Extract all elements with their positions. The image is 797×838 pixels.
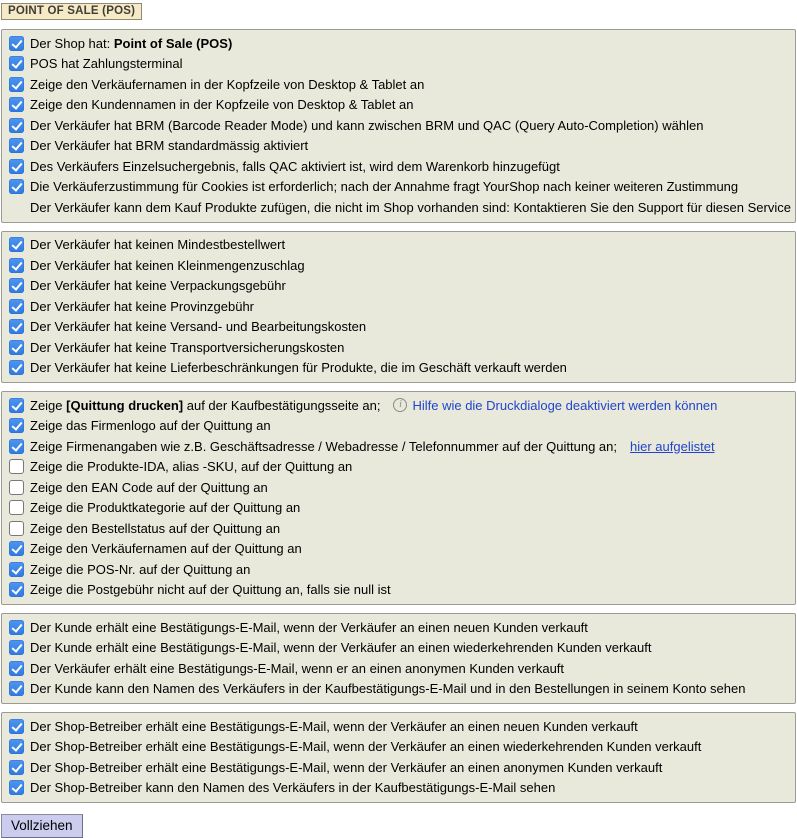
checkbox[interactable] xyxy=(9,56,24,71)
checkbox[interactable] xyxy=(9,237,24,252)
company-details-link[interactable]: hier aufgelistet xyxy=(630,438,715,454)
checkbox[interactable] xyxy=(9,500,24,515)
checkbox-row xyxy=(9,33,788,54)
checkbox-row xyxy=(9,177,788,198)
checkbox[interactable] xyxy=(9,179,24,194)
checkbox[interactable] xyxy=(9,159,24,174)
checkbox[interactable] xyxy=(9,278,24,293)
checkbox-row xyxy=(9,716,788,737)
checkbox[interactable] xyxy=(9,480,24,495)
checkbox[interactable] xyxy=(9,77,24,92)
checkbox[interactable] xyxy=(9,418,24,433)
checkbox-label: Zeige den Bestellstatus auf der Quittung an xyxy=(30,520,281,536)
checkbox[interactable] xyxy=(9,640,24,655)
checkbox-label: Zeige Firmenangaben wie z.B. Geschäftsadresse / Webadresse / Telefonnummer auf der Quittung an; xyxy=(30,438,617,454)
checkbox-row xyxy=(9,358,788,379)
checkbox-label: Der Verkäufer hat keine Provinzgebühr xyxy=(30,298,255,314)
checkbox[interactable] xyxy=(9,780,24,795)
checkbox-label: Der Kunde erhält eine Bestätigungs-E-Mail, wenn der Verkäufer an einen wiederkehrenden Kunden verkauft xyxy=(30,640,652,656)
checkbox[interactable] xyxy=(9,620,24,635)
checkbox-label: Die Verkäuferzustimmung für Cookies ist erforderlich; nach der Annahme fragt YourShop nach keiner weiteren Zustimmung xyxy=(30,179,739,195)
checkbox-label: Der Verkäufer erhält eine Bestätigungs-E-Mail, wenn er an einen anonymen Kunden verkauft xyxy=(30,660,565,676)
checkbox-label: Der Shop-Betreiber erhält eine Bestätigungs-E-Mail, wenn der Verkäufer an einen wiederkehrenden Kunden verkauft xyxy=(30,739,702,755)
checkbox-label: Zeige den Kundennamen in der Kopfzeile von Desktop & Tablet an xyxy=(30,97,414,113)
checkbox[interactable] xyxy=(9,760,24,775)
checkbox-row xyxy=(9,757,788,778)
page-title: POINT OF SALE (POS) xyxy=(1,3,142,20)
checkbox-label: Der Kunde kann den Namen des Verkäufers in der Kaufbestätigungs-E-Mail und in den Bestellungen in seinem Konto sehen xyxy=(30,681,746,697)
checkbox-row xyxy=(9,95,788,116)
checkbox-label: Der Verkäufer hat keinen Kleinmengenzuschlag xyxy=(30,257,305,273)
checkbox[interactable] xyxy=(9,562,24,577)
checkbox-row xyxy=(9,395,788,416)
checkbox[interactable] xyxy=(9,97,24,112)
checkbox[interactable] xyxy=(9,459,24,474)
note-row xyxy=(9,197,791,218)
checkbox-label: Der Verkäufer hat keine Transportversicherungskosten xyxy=(30,339,345,355)
checkbox-row xyxy=(9,778,788,799)
submit-button[interactable]: Vollziehen xyxy=(1,814,83,838)
section-shopkeeper-emails xyxy=(1,712,796,803)
checkbox-label: Der Verkäufer hat keine Verpackungsgebühr xyxy=(30,278,286,294)
checkbox-label: Der Verkäufer hat BRM (Barcode Reader Mode) und kann zwischen BRM und QAC (Query Auto-Completion) wählen xyxy=(30,117,704,133)
checkbox-label: Der Verkäufer hat keinen Mindestbestellwert xyxy=(30,237,286,253)
section-receipt xyxy=(1,391,796,605)
note-label: Der Verkäufer kann dem Kauf Produkte zufügen, die nicht im Shop vorhanden sind: Kontaktieren Sie den Support für diesen Service xyxy=(30,199,791,215)
checkbox[interactable] xyxy=(9,541,24,556)
checkbox-row xyxy=(9,559,788,580)
checkbox-row xyxy=(9,638,788,659)
checkbox[interactable] xyxy=(9,398,24,413)
checkbox-label: Zeige die Postgebühr nicht auf der Quittung an, falls sie null ist xyxy=(30,582,391,598)
checkbox[interactable] xyxy=(9,360,24,375)
checkbox[interactable] xyxy=(9,138,24,153)
checkbox-row xyxy=(9,255,788,276)
checkbox-label: Der Kunde erhält eine Bestätigungs-E-Mail, wenn der Verkäufer an einen neuen Kunden verkauft xyxy=(30,619,588,635)
checkbox-label: Zeige die Produktkategorie auf der Quittung an xyxy=(30,500,301,516)
checkbox[interactable] xyxy=(9,258,24,273)
checkbox[interactable] xyxy=(9,582,24,597)
checkbox-row xyxy=(9,317,788,338)
checkbox-row xyxy=(9,580,788,601)
checkbox-row xyxy=(9,679,788,700)
checkbox[interactable] xyxy=(9,319,24,334)
checkbox-row xyxy=(9,498,788,519)
checkbox[interactable] xyxy=(9,739,24,754)
checkbox[interactable] xyxy=(9,521,24,536)
print-dialog-help-link[interactable]: Hilfe wie die Druckdialoge deaktiviert werden können xyxy=(412,397,718,413)
checkbox-row xyxy=(9,518,788,539)
checkbox-row xyxy=(9,416,788,437)
checkbox-label: Zeige die POS-Nr. auf der Quittung an xyxy=(30,561,251,577)
checkbox-row xyxy=(9,156,788,177)
checkbox-label: Der Verkäufer hat keine Lieferbeschränkungen für Produkte, die im Geschäft verkauft werden xyxy=(30,360,567,376)
checkbox-row xyxy=(9,337,788,358)
section-pos-general xyxy=(1,29,796,223)
checkbox-row xyxy=(9,658,788,679)
section-fees xyxy=(1,231,796,384)
checkbox-label: Zeige den Verkäufernamen auf der Quittung an xyxy=(30,541,302,557)
checkbox-label: Zeige den Verkäufernamen in der Kopfzeile von Desktop & Tablet an xyxy=(30,76,425,92)
checkbox-row xyxy=(9,539,788,560)
checkbox[interactable] xyxy=(9,439,24,454)
checkbox-row xyxy=(9,115,788,136)
checkbox[interactable] xyxy=(9,681,24,696)
checkbox-label: Der Shop-Betreiber erhält eine Bestätigungs-E-Mail, wenn der Verkäufer an einen anonymen Kunden verkauft xyxy=(30,759,663,775)
checkbox-row xyxy=(9,737,788,758)
checkbox[interactable] xyxy=(9,36,24,51)
section-customer-emails xyxy=(1,613,796,704)
checkbox-label: Der Verkäufer hat keine Versand- und Bearbeitungskosten xyxy=(30,319,367,335)
checkbox-row xyxy=(9,276,788,297)
checkbox-label: POS hat Zahlungsterminal xyxy=(30,56,183,72)
checkbox-row xyxy=(9,477,788,498)
checkbox[interactable] xyxy=(9,340,24,355)
checkbox-row xyxy=(9,436,788,457)
checkbox[interactable] xyxy=(9,118,24,133)
checkbox-spacer xyxy=(9,200,24,215)
checkbox[interactable] xyxy=(9,299,24,314)
checkbox-row xyxy=(9,617,788,638)
checkbox-row xyxy=(9,54,788,75)
checkbox-row xyxy=(9,74,788,95)
checkbox-label: Der Verkäufer hat BRM standardmässig aktiviert xyxy=(30,138,309,154)
info-icon: i xyxy=(393,398,407,412)
checkbox-label: Der Shop-Betreiber erhält eine Bestätigungs-E-Mail, wenn der Verkäufer an einen neuen Kunden verkauft xyxy=(30,718,638,734)
checkbox-label: Der Shop hat: Point of Sale (POS) xyxy=(30,35,233,51)
checkbox-row xyxy=(9,457,788,478)
checkbox-label: Zeige [Quittung drucken] auf der Kaufbestätigungsseite an; xyxy=(30,397,381,413)
checkbox-row xyxy=(9,235,788,256)
checkbox-row xyxy=(9,136,788,157)
checkbox-label: Der Shop-Betreiber kann den Namen des Verkäufers in der Kaufbestätigungs-E-Mail sehen xyxy=(30,780,556,796)
checkbox-label: Des Verkäufers Einzelsuchergebnis, falls QAC aktiviert ist, wird dem Warenkorb hinzugefügt xyxy=(30,158,560,174)
checkbox[interactable] xyxy=(9,661,24,676)
checkbox-row xyxy=(9,296,788,317)
checkbox-label: Zeige den EAN Code auf der Quittung an xyxy=(30,479,268,495)
checkbox[interactable] xyxy=(9,719,24,734)
checkbox-label: Zeige die Produkte-IDA, alias -SKU, auf der Quittung an xyxy=(30,459,353,475)
checkbox-label: Zeige das Firmenlogo auf der Quittung an xyxy=(30,418,271,434)
